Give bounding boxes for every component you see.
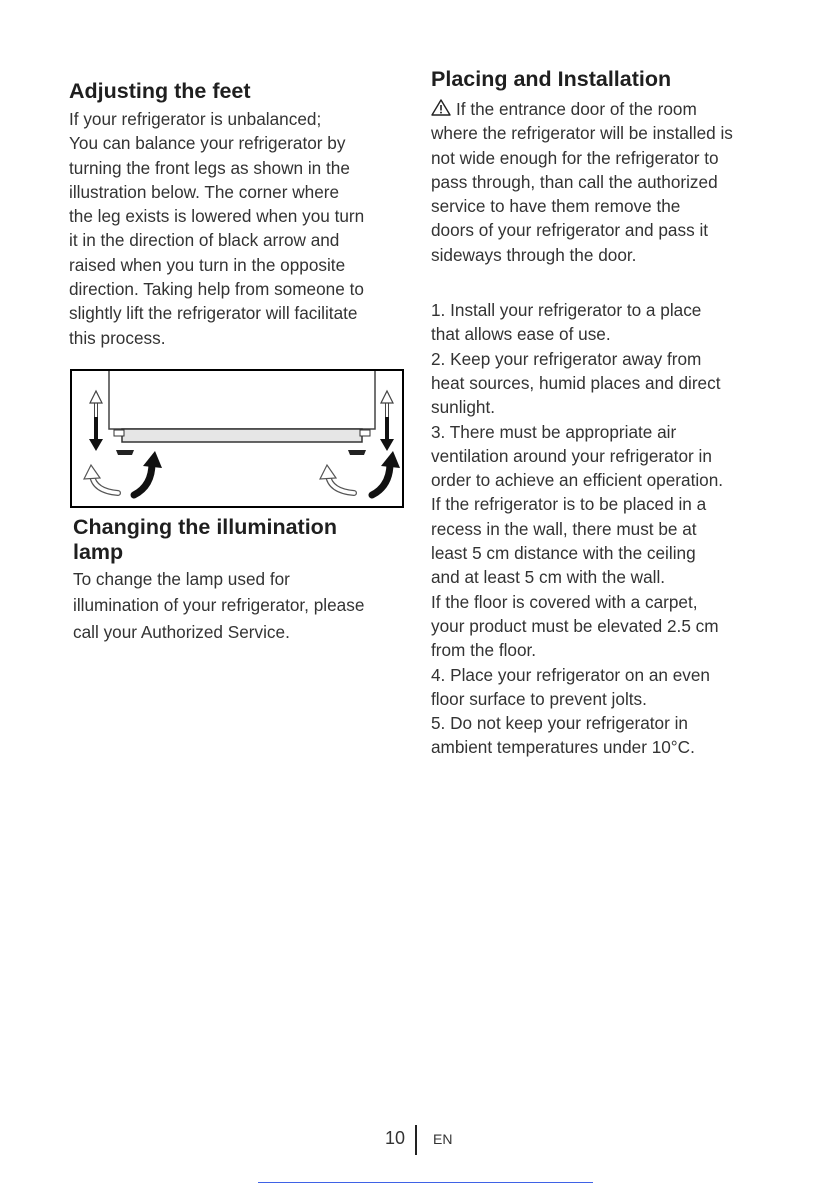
- text-line: from the floor.: [431, 640, 537, 661]
- feet-adjustment-illustration: [70, 369, 404, 508]
- bottom-link-line: [258, 1182, 593, 1183]
- text-line: that allows ease of use.: [431, 324, 611, 345]
- text-line: 4. Place your refrigerator on an even: [431, 664, 710, 685]
- text-line: and at least 5 cm with the wall.: [431, 567, 666, 588]
- footer-divider: [415, 1125, 417, 1155]
- refrigerator-feet-drawing: [72, 371, 402, 506]
- heading-changing-lamp-line2: lamp: [73, 540, 124, 564]
- text-line: 3. There must be appropriate air: [431, 421, 677, 442]
- foot-right: [348, 450, 366, 455]
- text-line: service to have them remove the: [431, 196, 681, 217]
- text-line: this process.: [69, 327, 166, 348]
- heading-adjusting-feet: Adjusting the feet: [69, 79, 251, 103]
- text-line: order to achieve an efficient operation.: [431, 470, 724, 491]
- text-line: your product must be elevated 2.5 cm: [431, 615, 719, 636]
- section-changing-lamp: [73, 515, 413, 644]
- rotate-black-right: [372, 463, 390, 495]
- text-line: where the refrigerator will be installed is: [431, 123, 733, 144]
- hinge-left: [114, 430, 124, 436]
- section-placing-installation: [431, 66, 776, 760]
- text-line: 5. Do not keep your refrigerator in: [431, 713, 688, 734]
- page-number: 10: [385, 1128, 406, 1148]
- text-line: sideways through the door.: [431, 244, 637, 265]
- text-line: recess in the wall, there must be at: [431, 518, 697, 539]
- fridge-body: [109, 371, 375, 429]
- section-adjusting-feet: [69, 78, 409, 350]
- text-line: the leg exists is lowered when you turn: [69, 206, 365, 227]
- text-line: ventilation around your refrigerator in: [431, 445, 712, 466]
- warning-block: [431, 97, 776, 267]
- installation-list: [431, 298, 776, 760]
- text-line: 2. Keep your refrigerator away from: [431, 348, 702, 369]
- foot-left: [116, 450, 134, 455]
- text-line: ambient temperatures under 10°C.: [431, 737, 695, 758]
- text-line: direction. Taking help from someone to: [69, 279, 364, 300]
- arrow-down-left-head: [89, 439, 103, 451]
- spacer: [431, 267, 776, 298]
- arrow-up-left-head: [90, 391, 102, 403]
- warning-text: If the entrance door of the room: [456, 99, 697, 119]
- heading-changing-lamp-line1: Changing the illumination: [73, 515, 337, 539]
- heading-placing-installation: Placing and Installation: [431, 67, 672, 91]
- text-line: floor surface to prevent jolts.: [431, 688, 647, 709]
- text-line: If the floor is covered with a carpet,: [431, 591, 698, 612]
- warning-line-first: [431, 97, 776, 121]
- text-line: turning the front legs as shown in the: [69, 157, 350, 178]
- text-line: illumination of your refrigerator, please: [73, 595, 365, 616]
- text-line: heat sources, humid places and direct: [431, 372, 721, 393]
- text-line: pass through, than call the authorized: [431, 171, 718, 192]
- text-line: 1. Install your refrigerator to a place: [431, 300, 702, 321]
- fridge-base: [122, 429, 362, 442]
- text-line: it in the direction of black arrow and: [69, 230, 340, 251]
- text-line: If your refrigerator is unbalanced;: [69, 109, 322, 129]
- text-line: slightly lift the refrigerator will facilitate: [69, 303, 358, 324]
- text-line: doors of your refrigerator and pass it: [431, 220, 709, 241]
- rotate-black-left: [134, 463, 152, 495]
- warning-triangle-icon: [431, 98, 451, 115]
- text-line: call your Authorized Service.: [73, 621, 290, 642]
- text-line: illustration below. The corner where: [69, 181, 340, 202]
- text-line: To change the lamp used for: [73, 569, 290, 589]
- text-line: raised when you turn in the opposite: [69, 254, 346, 275]
- arrow-down-right-head: [380, 439, 394, 451]
- text-line: If the refrigerator is to be placed in a: [431, 494, 707, 515]
- text-line: not wide enough for the refrigerator to: [431, 147, 719, 168]
- language-code: EN: [433, 1131, 453, 1147]
- arrow-up-right-head: [381, 391, 393, 403]
- text-line: sunlight.: [431, 397, 496, 418]
- adjusting-feet-text: [69, 107, 409, 350]
- hinge-right: [360, 430, 370, 436]
- text-line: least 5 cm distance with the ceiling: [431, 543, 696, 564]
- text-line: You can balance your refrigerator by: [69, 133, 346, 154]
